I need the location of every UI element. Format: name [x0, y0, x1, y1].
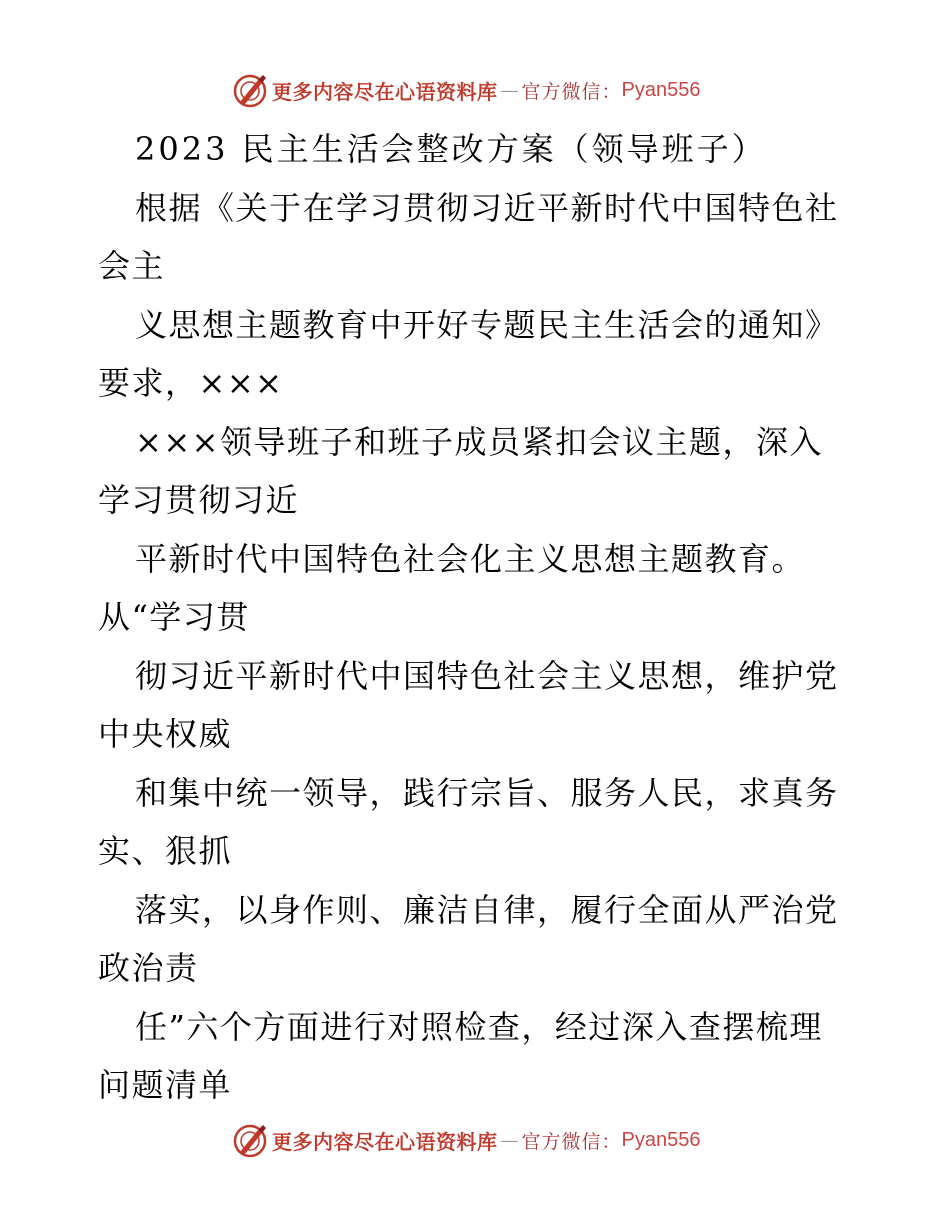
text-line: 义思想主题教育中开好专题民主生活会的通知》 — [135, 305, 839, 344]
pen-logo-icon — [232, 1122, 268, 1158]
text-line: 要求，××× — [98, 364, 284, 402]
text-line: 落实，以身作则、廉洁自律，履行全面从严治党 — [135, 890, 839, 929]
document-body — [98, 120, 858, 1115]
banner-wechat-id: Pyan556 — [621, 1128, 701, 1151]
banner-official-label: 官方微信： — [521, 1130, 622, 1153]
banner-text: 更多内容尽在心语资料库 — [272, 79, 498, 104]
header-banner — [232, 70, 700, 110]
text-line: 彻习近平新时代中国特色社会主义思想，维护党 — [135, 656, 839, 695]
text-line: 根据《关于在学习贯彻习近平新时代中国特色社 — [135, 188, 839, 227]
pen-logo-icon — [232, 72, 268, 108]
text-line: 问题清单 — [98, 1066, 233, 1104]
text-line: 和集中统一领导，践行宗旨、服务人民，求真务 — [135, 773, 839, 812]
banner-dash: — — [500, 79, 519, 101]
text-line: 任”六个方面进行对照检查，经过深入查摆梳理 — [135, 1007, 823, 1046]
text-line: 学习贯彻习近 — [98, 481, 300, 519]
banner-dash: — — [500, 1129, 519, 1151]
text-line: 政治责 — [98, 949, 199, 987]
banner-official-label: 官方微信： — [521, 80, 622, 103]
text-line: 中央权威 — [98, 715, 233, 753]
text-line: ×××领导班子和班子成员紧扣会议主题，深入 — [135, 422, 823, 461]
text-line: 从“学习贯 — [98, 598, 250, 636]
text-line: 平新时代中国特色社会化主义思想主题教育。 — [135, 539, 806, 578]
text-line: 实、狠抓 — [98, 832, 233, 870]
document-title: 2023 民主生活会整改方案（领导班子） — [135, 130, 767, 168]
banner-text: 更多内容尽在心语资料库 — [272, 1129, 498, 1154]
text-line: 会主 — [98, 247, 166, 285]
footer-banner — [232, 1120, 700, 1160]
banner-wechat-id: Pyan556 — [621, 78, 701, 101]
